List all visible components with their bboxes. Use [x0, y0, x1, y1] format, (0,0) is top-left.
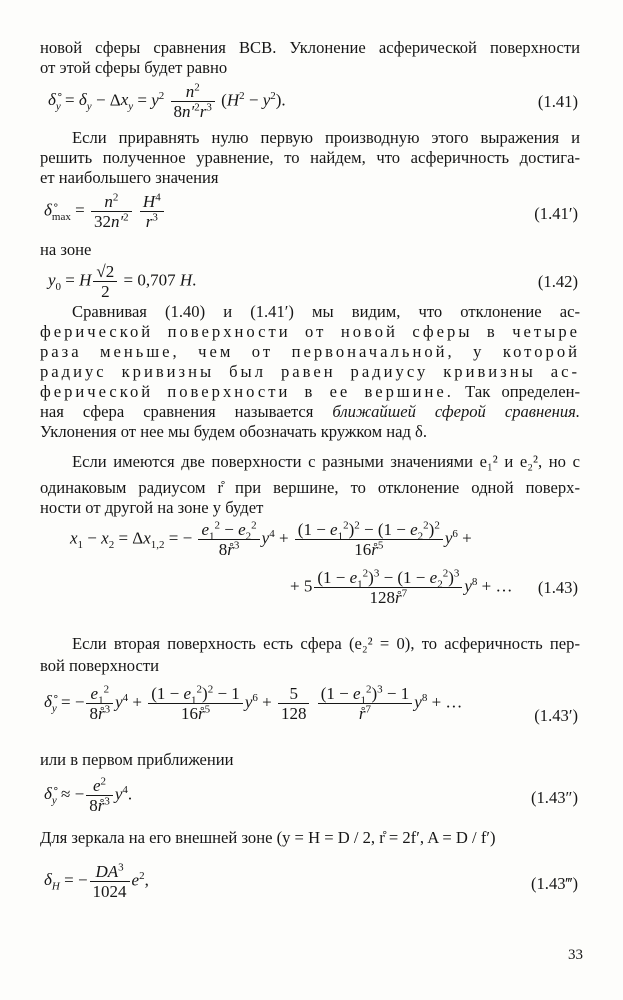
text-line	[40, 382, 580, 402]
text-line: от этой сферы будет равно	[40, 58, 228, 77]
text-line: решить полученное уравнение, то найдем, что асферичность достига-	[40, 148, 580, 167]
text-line: или в первом приближении	[40, 750, 234, 769]
text-line: одинаковым радиусом r̊ при вершине, то отклонение одной поверх-	[40, 478, 580, 497]
equation-1-42: $y_0 = H$ $\frac{√2}{2}$ = 0,707 H.	[48, 262, 197, 301]
equation-number: (1.42)	[537, 272, 578, 291]
equation-1-41-prime: $\deltå_{max}$ = $\frac{n^2}{32n'^2}$ $\frac{H^4}{r^3}$	[44, 192, 166, 231]
equation-1-43-triple-prime: $\delta_H$ = − $\frac{DA^3}{1024}$ $e^2$,	[44, 861, 149, 901]
text-line: Сравнивая (1.40) и (1.41′) мы видим, что отклонение ас-	[72, 302, 580, 321]
text-line: на зоне	[40, 240, 92, 259]
equation-number: (1.43′)	[534, 706, 578, 725]
text-line: Если вторая поверхность есть сфера (e₂² = 0), то асферичность пер-	[72, 634, 580, 653]
equation-number: (1.41′)	[534, 204, 578, 223]
text-line: раза меньше, чем от первоначальной, у которой	[40, 342, 580, 361]
equation-1-43-line1: $x_1 - x_2 = \Delta x_{1,2}$ = − $\frac{e_1^2 - e_2^2}{8r̊^3}$ $y^4$ + $\frac{(1 - e_1^2)^2 - (1 - e_2^2)^2}{16r̊^5}$ $y^6$ +	[70, 519, 472, 559]
equation-1-41: $\deltå_y = \delta_y - \Delta x_y = y^2$ $\frac{n^2}{8n'^2r^3}$ $(H^2 - y^2)$.	[48, 81, 286, 121]
text-line: Если имеются две поверхности с разными значениями e₁² и e₂², но с	[72, 452, 580, 471]
equation-1-43-double-prime: $\deltå_y$ ≈ − $\frac{e^2}{8r̊^3}$ $y^4$.	[44, 775, 133, 815]
equation-1-43-line2: + 5 $\frac{(1 - e_1^2)^3 - (1 - e_2^2)^3}{128r̊^7}$ $y^8$ + …	[290, 567, 513, 607]
text-line: ферической поверхности от новой сферы в четыре	[40, 322, 580, 341]
text-line: Для зеркала на его внешней зоне (y = H = D / 2, r̊ = 2f′, A = D / f′)	[40, 828, 496, 847]
text-fragment: ная сфера сравнения называется	[40, 402, 314, 421]
page-number: 33	[568, 947, 583, 963]
text-line: ности от другой на зоне y будет	[40, 498, 264, 517]
equation-number: (1.43″)	[530, 788, 578, 807]
text-line: новой сферы сравнения ВСВ. Уклонение асферической поверхности	[40, 38, 580, 57]
equation-number: (1.43)	[537, 578, 578, 597]
text-fragment: Так определен-	[465, 382, 580, 401]
equation-1-43-prime: $\deltå_y$ = − $\frac{e_1^2}{8r̊^3}$ $y^4$ + $\frac{(1 - e_1^2)^2 - 1}{16r̊^5}$ $y^6$ + $\frac{5}{128}$ $\frac{(1 - e_1^2)^3 - 1}{r̊^7}$ $y^8$ + …	[44, 683, 463, 723]
text-line: вой поверхности	[40, 656, 160, 675]
spaced-text: ферической поверхности в ее вершине.	[40, 382, 454, 401]
text-line: ет наибольшего значения	[40, 168, 219, 187]
equation-number: (1.41)	[537, 92, 578, 111]
text-line: радиус кривизны был равен радиусу кривизны ас-	[40, 362, 580, 381]
italic-term: ближайшей сферой сравнения.	[332, 402, 580, 421]
text-line: Уклонения от нее мы будем обозначать кружком над δ.	[40, 422, 428, 441]
text-line: Если приравнять нулю первую производную этого выражения и	[72, 128, 580, 147]
text-line	[40, 402, 580, 422]
equation-number: (1.43‴)	[530, 874, 578, 893]
